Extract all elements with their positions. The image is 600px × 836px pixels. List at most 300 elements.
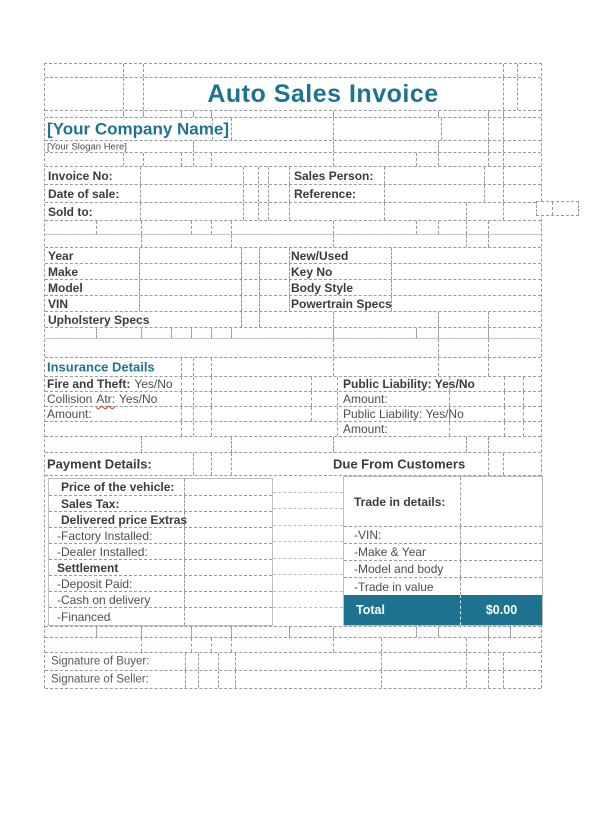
gridline <box>181 358 182 376</box>
grid-cell <box>273 493 343 510</box>
gridline <box>488 235 489 247</box>
gridline <box>193 377 194 391</box>
total-value: $0.00 <box>485 603 518 617</box>
price-of-vehicle-label: Price of the vehicle: <box>61 480 175 494</box>
gridline <box>466 221 467 234</box>
grid-cell <box>273 608 343 625</box>
gridline <box>503 78 504 110</box>
slogan-row <box>45 141 541 153</box>
trade-in-value-value-cell[interactable] <box>461 579 542 594</box>
gridline <box>503 203 504 220</box>
gridline <box>381 653 382 670</box>
gridline <box>416 153 417 166</box>
gridline <box>259 264 260 279</box>
trade-model-body-row <box>344 561 542 578</box>
payment-details-heading: Payment Details: <box>47 456 152 472</box>
gridline <box>231 221 232 234</box>
gridline <box>191 221 192 234</box>
collision-misspelled-word: Atr: <box>96 392 116 406</box>
collision-label <box>47 393 157 405</box>
gridline <box>503 185 504 202</box>
sales-person-value-cell[interactable] <box>385 168 502 183</box>
gridline <box>231 638 232 652</box>
gridline <box>96 627 97 637</box>
gridline <box>488 453 489 475</box>
gridline <box>243 185 244 202</box>
gridline <box>241 248 242 263</box>
gridline <box>211 111 212 117</box>
sold-to-value-cell[interactable] <box>141 204 381 219</box>
new-used-value-cell[interactable] <box>392 249 541 262</box>
gridline <box>268 185 269 202</box>
upholstery-value-cell[interactable] <box>175 313 241 326</box>
gridline <box>337 407 338 421</box>
vehicle-model-row <box>45 280 541 296</box>
gridline <box>488 627 489 637</box>
gridline <box>289 185 290 202</box>
dealer-installed-label: -Dealer Installed: <box>57 544 148 559</box>
factory-installed-value-cell[interactable] <box>185 529 273 542</box>
total-label-cell <box>344 595 461 625</box>
grid-row <box>45 221 541 235</box>
gridline <box>381 638 382 652</box>
gridline <box>523 377 524 391</box>
trade-model-body-value-cell[interactable] <box>461 562 542 576</box>
vin-value-cell[interactable] <box>140 297 240 310</box>
gridline <box>488 153 489 166</box>
gridline <box>523 407 524 421</box>
page-title: Auto Sales Invoice <box>207 79 439 108</box>
gridline <box>211 422 212 436</box>
gridline <box>337 422 338 436</box>
gridline <box>185 653 186 670</box>
gridline <box>449 392 450 406</box>
gridline <box>488 111 489 117</box>
trade-make-year-row <box>344 544 542 561</box>
gridline <box>488 118 489 140</box>
gridline <box>289 280 290 295</box>
dealer-installed-value-cell[interactable] <box>185 545 273 558</box>
powertrain-value-cell[interactable] <box>392 297 541 310</box>
settlement-row <box>49 560 272 576</box>
powertrain-specs-label: Powertrain Specs <box>291 296 392 311</box>
gridline <box>141 221 142 234</box>
reference-label: Reference: <box>294 186 357 201</box>
gridline <box>466 638 467 652</box>
gridline <box>488 358 489 376</box>
public-liability-label-2: Public Liability: Yes/No <box>343 407 464 421</box>
gridline <box>503 111 504 117</box>
grid-cell <box>273 575 343 592</box>
total-row <box>344 595 542 625</box>
gridline <box>488 328 489 338</box>
grid-row <box>45 235 541 248</box>
gridline <box>181 392 182 406</box>
gridline <box>333 638 334 652</box>
fire-theft-value: Yes/No <box>134 377 173 391</box>
gridline <box>438 312 439 327</box>
gridline <box>141 638 142 652</box>
price-value-cell[interactable] <box>185 480 273 494</box>
gridline <box>438 328 439 338</box>
gridline <box>191 627 192 637</box>
gridline <box>258 167 259 184</box>
settlement-value-cell[interactable] <box>185 561 273 574</box>
grid-row <box>45 153 541 167</box>
gridline <box>211 392 212 406</box>
gridline <box>416 221 417 234</box>
gridline <box>503 118 504 140</box>
trade-vin-row <box>344 527 542 544</box>
gridline <box>416 328 417 338</box>
gridline <box>181 377 182 391</box>
trade-model-body-label: -Model and body <box>354 562 444 576</box>
gridline <box>241 312 242 327</box>
trade-details-heading-cell <box>344 477 542 527</box>
date-of-sale-label: Date of sale: <box>48 186 120 201</box>
grid-row <box>45 638 541 653</box>
gridline <box>488 653 489 670</box>
trade-vin-label: -VIN: <box>354 528 382 542</box>
fire-theft-label <box>47 378 173 390</box>
trade-in-details-label: Trade in details: <box>354 494 446 509</box>
gridline <box>181 422 182 436</box>
gridline <box>466 235 467 247</box>
fire-theft-label-bold: Fire and Theft: <box>47 377 131 391</box>
collision-value: Yes/No <box>119 392 158 406</box>
gridline <box>333 437 334 452</box>
trade-make-year-value-cell[interactable] <box>461 545 542 559</box>
gridline <box>466 671 467 688</box>
gridline <box>289 296 290 311</box>
payment-heading-row <box>45 453 541 476</box>
body-style-value-cell[interactable] <box>392 281 541 294</box>
gridline <box>333 627 334 637</box>
gridline <box>241 264 242 279</box>
vehicle-make-row <box>45 264 541 280</box>
insurance-row-2 <box>45 392 541 407</box>
gridline <box>333 328 334 338</box>
gridline <box>441 118 442 140</box>
gridline <box>268 167 269 184</box>
gridline <box>333 153 334 166</box>
gridline <box>96 221 97 234</box>
gridline <box>503 453 504 475</box>
body-style-label: Body Style <box>291 280 354 295</box>
grid-row <box>45 64 541 78</box>
sales-tax-label: Sales Tax: <box>61 496 120 511</box>
gridline <box>241 280 242 295</box>
financed-label: -Financed <box>57 609 111 624</box>
cash-on-delivery-value-cell[interactable] <box>185 593 273 606</box>
gridline <box>438 153 439 166</box>
title-row <box>45 78 541 111</box>
trade-details-value-cell[interactable] <box>461 478 542 525</box>
grid-row <box>45 339 541 358</box>
gridline <box>381 671 382 688</box>
gridline <box>193 153 194 166</box>
settlement-label: Settlement <box>57 560 119 575</box>
gridline <box>466 203 467 220</box>
gridline <box>211 328 212 338</box>
gridline <box>523 422 524 436</box>
gridline <box>438 111 439 117</box>
amount-label-left: Amount: <box>47 407 92 421</box>
gridline <box>211 153 212 166</box>
gridline <box>488 638 489 652</box>
gridline <box>510 627 511 637</box>
gridline <box>259 312 260 327</box>
year-label: Year <box>48 248 74 263</box>
gridline <box>211 221 212 234</box>
gridline <box>141 235 142 247</box>
gridline <box>218 653 219 670</box>
gridline <box>504 377 505 391</box>
gridline <box>488 221 489 234</box>
gridline <box>337 377 338 391</box>
gridline <box>198 653 199 670</box>
gridline <box>504 422 505 436</box>
gridline <box>231 453 232 475</box>
gridline <box>333 312 334 327</box>
gridline <box>289 264 290 279</box>
grid-row <box>45 626 541 638</box>
gridline <box>181 153 182 166</box>
gridline <box>211 407 212 421</box>
vehicle-year-row <box>45 248 541 264</box>
insurance-row-3 <box>45 407 541 422</box>
gridline <box>231 235 232 247</box>
gridline <box>193 141 194 152</box>
gridline <box>193 407 194 421</box>
sold-to-row <box>45 203 541 221</box>
signature-buyer-label: Signature of Buyer: <box>51 654 150 667</box>
signature-buyer-cell[interactable] <box>236 654 380 669</box>
gridline <box>231 437 232 452</box>
gridline <box>289 627 290 637</box>
trade-in-value-row <box>344 578 542 595</box>
grid-strip <box>273 476 343 626</box>
financed-value-cell[interactable] <box>185 609 273 624</box>
insurance-heading: Insurance Details <box>47 359 155 375</box>
gridline <box>333 235 334 247</box>
gridline <box>503 653 504 670</box>
gridline <box>143 64 144 77</box>
gridline <box>258 185 259 202</box>
invoice-no-row <box>45 167 541 185</box>
grid-row <box>45 111 541 118</box>
insurance-row-1 <box>45 377 541 392</box>
model-label: Model <box>48 280 83 295</box>
delivered-price-value-cell[interactable] <box>185 513 273 526</box>
gridline <box>503 153 504 166</box>
gridline <box>171 328 172 338</box>
invoice-no-value-cell[interactable] <box>141 168 242 183</box>
company-slogan: [Your Slogan Here] <box>47 140 127 152</box>
amount-label-right-1: Amount: <box>343 392 388 406</box>
sold-to-label: Sold to: <box>48 204 93 219</box>
total-label: Total <box>356 603 385 617</box>
deposit-paid-value-cell[interactable] <box>185 577 273 590</box>
gridline <box>241 296 242 311</box>
gridline <box>488 671 489 688</box>
gridline <box>193 392 194 406</box>
gridline <box>337 392 338 406</box>
key-no-value-cell[interactable] <box>392 265 541 278</box>
sales-tax-value-cell[interactable] <box>185 497 273 510</box>
gridline <box>333 111 334 117</box>
factory-installed-row <box>49 528 272 544</box>
vin-label: VIN <box>48 296 69 311</box>
gridline <box>218 671 219 688</box>
key-no-label: Key No <box>291 264 333 279</box>
grid-row <box>45 437 541 453</box>
grid-cell <box>273 509 343 526</box>
gridline <box>193 358 194 376</box>
deposit-paid-row <box>49 576 272 592</box>
gridline <box>141 627 142 637</box>
collision-prefix: Collision <box>47 392 93 406</box>
gridline <box>193 453 194 475</box>
gridline <box>141 328 142 338</box>
gridline <box>503 64 504 77</box>
gridline <box>438 358 439 376</box>
gridline <box>231 118 232 140</box>
gridline <box>503 141 504 152</box>
gridline <box>523 392 524 406</box>
gridline <box>141 437 142 452</box>
sales-person-label: Sales Person: <box>294 168 374 183</box>
factory-installed-label: -Factory Installed: <box>57 528 153 543</box>
gridline <box>503 671 504 688</box>
gridline <box>193 422 194 436</box>
gridline <box>191 638 192 652</box>
gridline <box>488 141 489 152</box>
gridline <box>517 78 518 110</box>
company-name: [Your Company Name] <box>47 119 229 139</box>
gridline <box>438 627 439 637</box>
gridline <box>503 167 504 184</box>
gridline <box>211 377 212 391</box>
invoice-no-label: Invoice No: <box>48 168 113 183</box>
gridline <box>333 339 334 357</box>
gridline <box>211 453 212 475</box>
gridline <box>193 111 194 117</box>
gridline <box>333 141 334 152</box>
delivered-price-extras-label: Delivered price Extras <box>61 512 188 527</box>
total-value-cell[interactable] <box>461 595 542 625</box>
grid-row <box>45 328 541 339</box>
gridline <box>259 296 260 311</box>
gridline <box>333 221 334 234</box>
gridline <box>416 627 417 637</box>
signature-buyer-row <box>45 653 541 671</box>
make-value-cell[interactable] <box>140 265 240 278</box>
gridline <box>185 671 186 688</box>
trade-in-value-label: -Trade in value <box>354 579 434 594</box>
gridline <box>333 358 334 376</box>
gridline <box>181 111 182 117</box>
gridline <box>384 203 385 220</box>
date-of-sale-row <box>45 185 541 203</box>
gridline <box>181 407 182 421</box>
dealer-installed-row <box>49 544 272 560</box>
gridline <box>333 118 334 140</box>
gridline <box>552 202 553 215</box>
cash-on-delivery-row <box>49 592 272 608</box>
payment-table <box>45 476 541 626</box>
cash-on-delivery-label: -Cash on delivery <box>57 592 151 607</box>
signature-seller-label: Signature of Seller: <box>51 672 149 685</box>
company-row <box>45 118 541 141</box>
gridline <box>198 671 199 688</box>
gridline <box>438 221 439 234</box>
gridline <box>311 407 312 421</box>
gridline <box>488 312 489 327</box>
gridline <box>504 392 505 406</box>
trade-make-year-label: -Make & Year <box>354 545 427 559</box>
due-from-customers-heading: Due From Customers <box>333 456 466 472</box>
make-label: Make <box>48 264 79 279</box>
gridline <box>259 248 260 263</box>
model-value-cell[interactable] <box>140 281 240 294</box>
gridline <box>449 422 450 436</box>
public-liability-label-1: Public Liability: Yes/No <box>343 377 475 391</box>
gridline <box>466 653 467 670</box>
gridline <box>504 407 505 421</box>
vehicle-upholstery-row <box>45 312 541 328</box>
gridline <box>211 358 212 376</box>
reference-value-cell[interactable] <box>385 186 502 201</box>
gridline <box>438 339 439 357</box>
gridline <box>259 280 260 295</box>
gridline <box>123 64 124 77</box>
gridline <box>143 111 144 117</box>
new-used-label: New/Used <box>291 248 349 263</box>
financed-row <box>49 608 272 625</box>
gridline <box>311 377 312 391</box>
gridline <box>466 437 467 452</box>
trade-vin-value-cell[interactable] <box>461 528 542 542</box>
gridline <box>289 248 290 263</box>
gridline <box>123 153 124 166</box>
gridline <box>191 328 192 338</box>
gridline <box>123 111 124 117</box>
upholstery-specs-label: Upholstery Specs <box>48 312 150 327</box>
gridline <box>289 167 290 184</box>
amount-label-right-2: Amount: <box>343 422 388 436</box>
grid-cell <box>273 526 343 543</box>
date-of-sale-value-cell[interactable] <box>141 186 242 201</box>
gridline <box>488 339 489 357</box>
insurance-heading-row <box>45 358 541 377</box>
grid-cell <box>273 559 343 576</box>
signature-seller-row <box>45 671 541 689</box>
gridline <box>488 437 489 452</box>
gridline <box>438 141 439 152</box>
spreadsheet-grid <box>44 63 542 688</box>
price-row <box>49 479 272 496</box>
title-cell <box>143 78 503 110</box>
delivered-price-row <box>49 512 272 528</box>
grid-cell <box>273 476 343 493</box>
vehicle-vin-row <box>45 296 541 312</box>
gridline <box>231 328 232 338</box>
signature-seller-cell[interactable] <box>236 672 380 687</box>
gridline <box>211 638 212 652</box>
sales-tax-row <box>49 496 272 512</box>
year-value-cell[interactable] <box>140 249 240 262</box>
